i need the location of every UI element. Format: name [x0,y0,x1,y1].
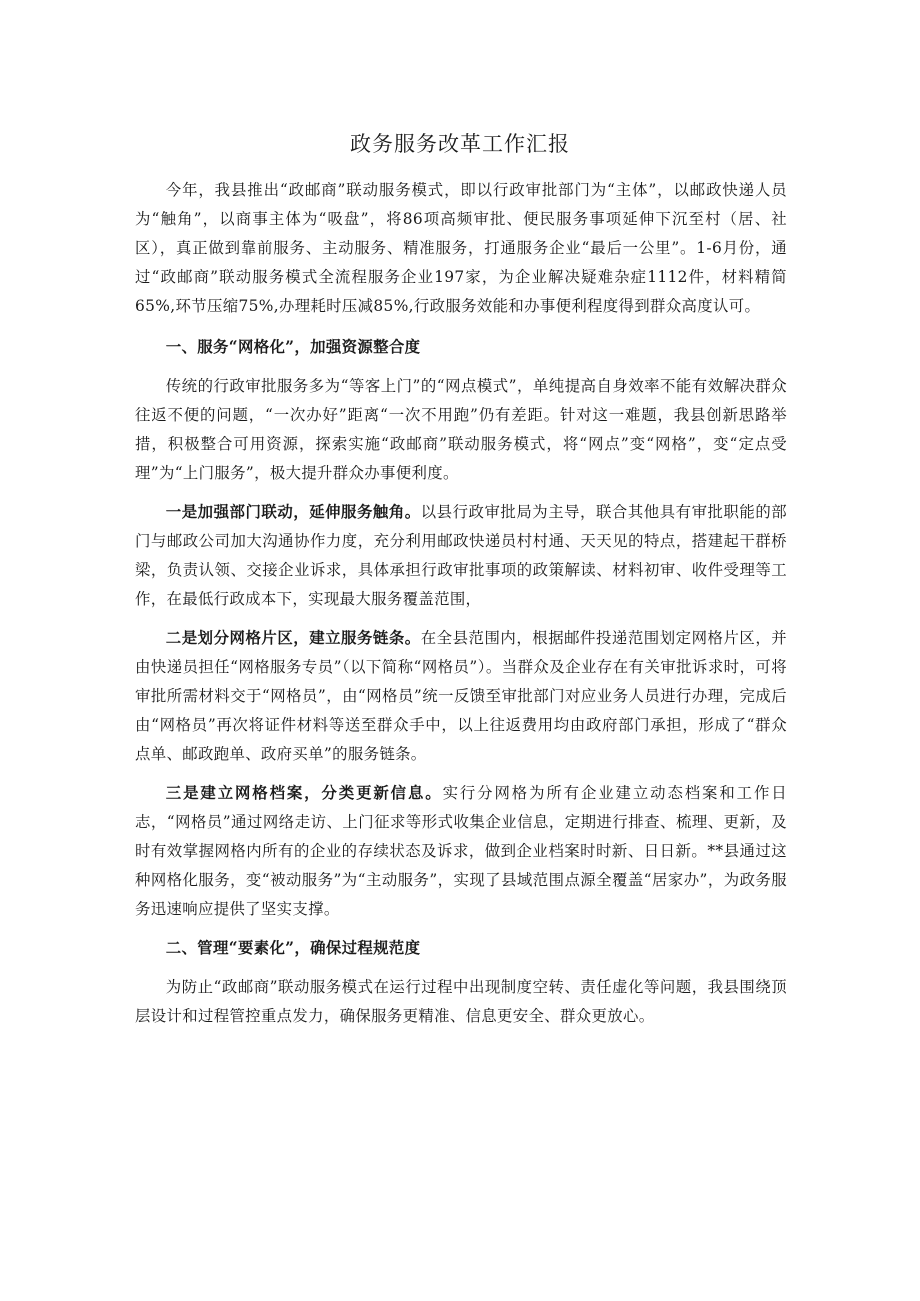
item-1-body: 以县行政审批局为主导，联合其他具有审批职能的部门与邮政公司加大沟通协作力度，充分利用邮政快递员村村通、天天见的特点，搭建起干群桥梁，负责认领、交接企业诉求，具体承担行政审批事项的政策解读、材料初审、收件受理等工作，在最低行政成本下，实现最大服务覆盖范围， [135,503,787,608]
section-2-paragraph: 为防止“政邮商”联动服务模式在运行过程中出现制度空转、责任虚化等问题，我县围绕顶层设计和过程管控重点发力，确保服务更精准、信息更安全、群众更放心。 [135,978,787,1025]
item-1-lead: 一是加强部门联动，延伸服务触角。 [165,503,421,521]
document-body [135,176,787,1031]
section-1-item-3 [135,779,787,924]
section-1-item-1 [135,498,787,614]
item-2-lead: 二是划分网格片区，建立服务链条。 [165,629,421,647]
document-title: 政务服务改革工作汇报 [350,132,570,156]
section-1-item-2 [135,624,787,769]
item-3-lead: 三是建立网格档案，分类更新信息。 [165,784,443,802]
intro-paragraph: 今年，我县推出“政邮商”联动服务模式，即以行政审批部门为“主体”，以邮政快递人员为“触角”，以商事主体为“吸盘”，将86项高频审批、便民服务事项延伸下沉至村（居、社区），真正做到靠前服务、主动服务、精准服务，打通服务企业“最后一公里”。1-6月份，通过“政邮商”联动服务模式全流程服务企业197家，为企业解决疑难杂症1112件，材料精简65%,环节压缩75%,办理耗时压减85%,行政服务效能和办事便利程度得到群众高度认可。 [135,181,787,315]
section-2-heading: 二、管理“要素化”，确保过程规范度 [165,939,421,957]
item-2-body: 在全县范围内，根据邮件投递范围划定网格片区，并由快递员担任“网格服务专员”（以下简称“网格员”）。当群众及企业存在有关审批诉求时，可将审批所需材料交于“网格员”，由“网格员”统一反馈至审批部门对应业务人员进行办理，完成后由“网格员”再次将证件材料等送至群众手中，以上往返费用均由政府部门承担，形成了“群众点单、邮政跑单、政府买单”的服务链条。 [135,629,787,763]
section-1-heading: 一、服务“网格化”，加强资源整合度 [165,338,421,356]
item-3-body: 实行分网格为所有企业建立动态档案和工作日志，“网格员”通过网络走访、上门征求等形式收集企业信息，定期进行排查、梳理、更新，及时有效掌握网格内所有的企业的存续状态及诉求，做到企业档案时时新、日日新。**县通过这种网格化服务，变“被动服务”为“主动服务”，实现了县域范围点源全覆盖“居家办”，为政务服务迅速响应提供了坚实支撑。 [135,784,787,918]
section-1-paragraph: 传统的行政审批服务多为“等客上门”的“网点模式”，单纯提高自身效率不能有效解决群众往返不便的问题，“一次办好”距离“一次不用跑”仍有差距。针对这一难题，我县创新思路举措，积极整合可用资源，探索实施“政邮商”联动服务模式，将“网点”变“网格”，变“定点受理”为“上门服务”，极大提升群众办事便利度。 [135,377,787,482]
